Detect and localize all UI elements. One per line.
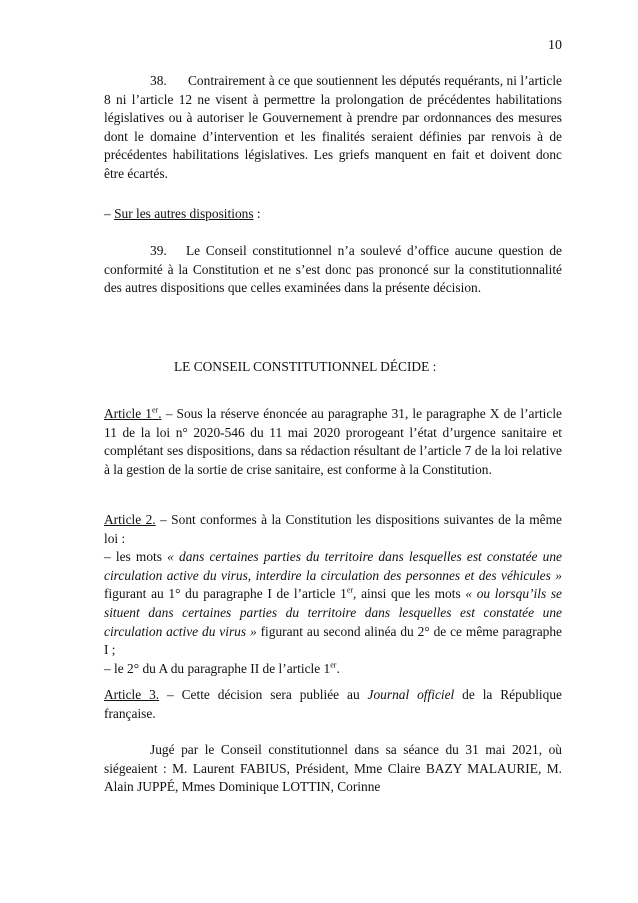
section-suffix: : — [253, 206, 261, 221]
section-heading — [104, 205, 562, 224]
article-1-text: – Sous la réserve énoncée au paragraphe 31, le paragraphe X de l’article 11 de la loi n° 2020-546 du 11 mai 2020 prorogeant l’état d’urgence sanitaire et complétant ses dispositions, dans sa rédaction résultant de l’article 7 de la loi relative à la gestion de la sortie de crise sanitaire, est conforme à la Constitution. — [104, 406, 562, 477]
closing-paragraph: Jugé par le Conseil constitutionnel dans sa séance du 31 mai 2021, où siégeaient : M. Laurent FABIUS, Président, Mme Claire BAZY MALAURIE, M. Alain JUPPÉ, Mmes Dominique LOTTIN, Corinne — [104, 742, 562, 795]
section-title: Sur les autres dispositions — [114, 206, 254, 221]
paragraph-number: 38. — [150, 73, 167, 88]
article-3-label: Article 3. — [104, 687, 160, 702]
article-2-intro: – Sont conformes à la Constitution les dispositions suivantes de la même loi : — [104, 512, 562, 546]
article-2-item-2: – le 2° du A du paragraphe II de l’article 1er. — [104, 660, 340, 676]
paragraph-39 — [104, 242, 562, 298]
paragraph-text: Le Conseil constitutionnel n’a soulevé d’office aucune question de conformité à la Constitution et ne s’est donc pas prononcé sur la constitutionnalité des autres dispositions que celles examinées dans la présente décision. — [104, 243, 562, 296]
article-2 — [104, 511, 562, 678]
article-1 — [104, 405, 562, 479]
page-number: 10 — [548, 38, 562, 53]
journal-officiel: Journal officiel — [367, 687, 455, 702]
section-dash: – — [104, 206, 111, 221]
article-1-label: Article 1er. — [104, 405, 162, 421]
paragraph-number: 39. — [150, 243, 167, 258]
decision-heading: LE CONSEIL CONSTITUTIONNEL DÉCIDE : — [174, 359, 437, 374]
article-3: Article 3. – Cette décision sera publiée au Journal officiel de la République française. — [104, 687, 562, 721]
article-2-label: Article 2. — [104, 512, 156, 527]
article-2-item-1: – les mots « dans certaines parties du territoire dans lesquelles est constatée une circulation active du virus, interdire la circulation des personnes et des véhicules » figurant au 1° du paragraphe I de l’article 1er, ainsi que les mots « ou lorsqu’ils se situent dans certaines parties du territoire dans lesquelles est constatée une circulation active du virus » figurant au second alinéa du 2° de ce même paragraphe I ; — [104, 549, 563, 658]
paragraph-text: Contrairement à ce que soutiennent les députés requérants, ni l’article 8 ni l’article 12 ne visent à permettre la prolongation de précédentes habilitations législatives ou à autoriser le Gouvernement à prendre par ordonnances des mesures dont le domaine d’intervention et les finalités seraient définies par renvois à de précédentes habilitations législatives. Les griefs manquent en fait et doivent donc être écartés. — [104, 73, 562, 181]
paragraph-38 — [104, 72, 562, 184]
